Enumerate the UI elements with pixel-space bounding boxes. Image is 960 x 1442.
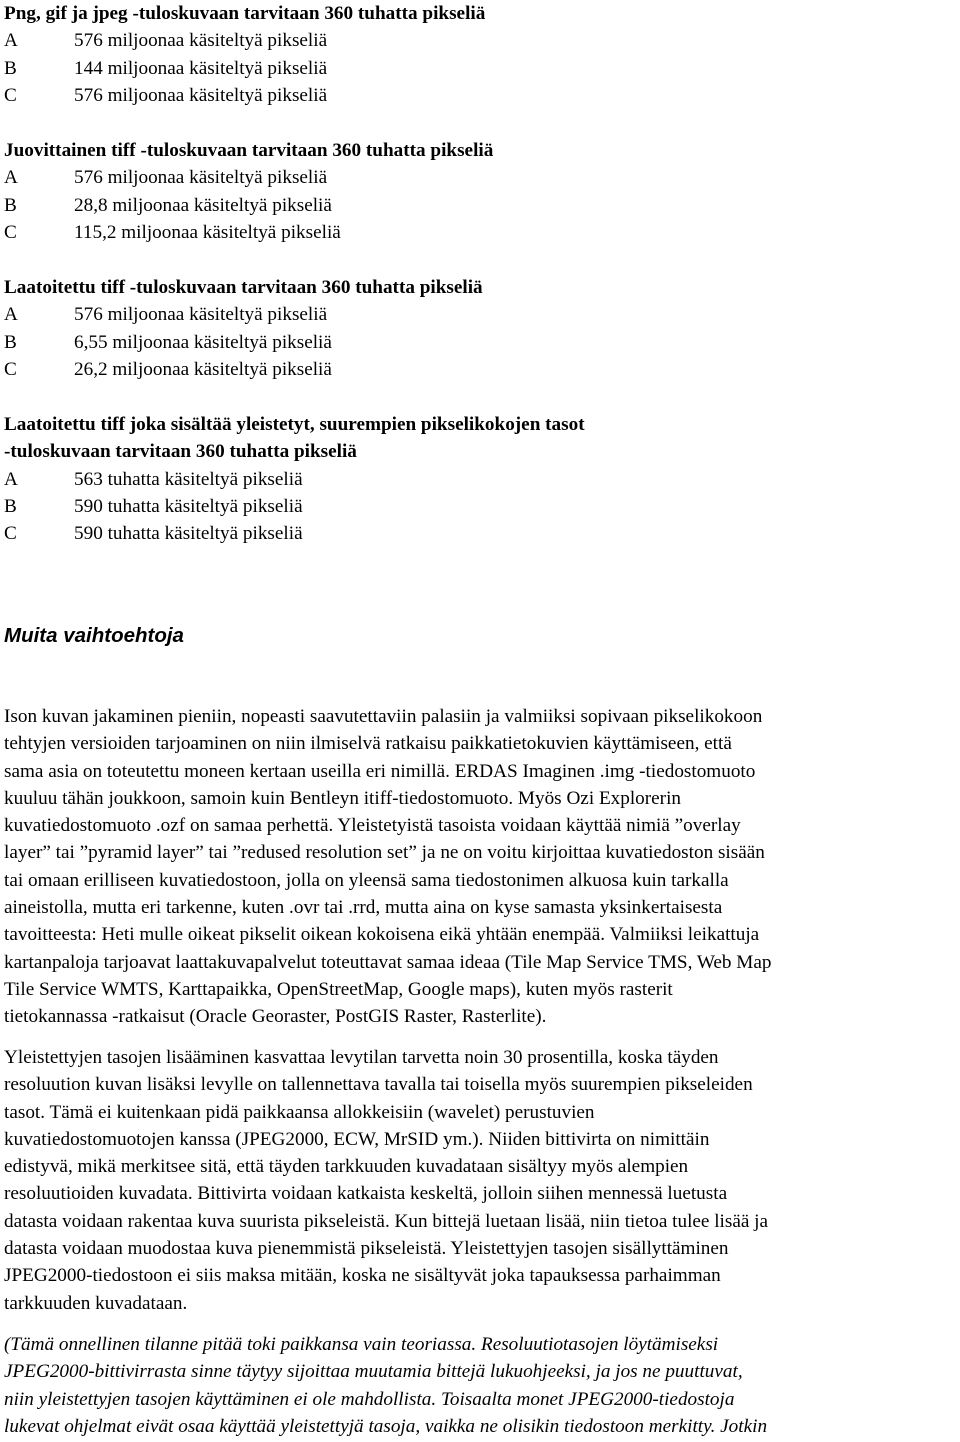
text-line: Yleistettyjen tasojen lisääminen kasvattaa levytilan tarvetta noin 30 prosentilla, koska täyden: [4, 1047, 719, 1068]
row-value: 144 miljoonaa käsiteltyä pikseliä: [74, 57, 328, 79]
paragraph-alternatives: [4, 703, 960, 1031]
result-row-a: [4, 301, 956, 328]
row-letter: A: [4, 30, 18, 52]
section-tiled-tiff-overviews: [4, 411, 956, 548]
row-value: 590 tuhatta käsiteltyä pikseliä: [74, 523, 303, 545]
text-line: tarkkuuden kuvadataan.: [4, 1292, 188, 1314]
result-row-b: [4, 329, 956, 356]
section-title: Laatoitettu tiff joka sisältää yleistetyt, suurempien pikselikokojen tasot: [4, 413, 585, 435]
paragraph-overview-levels: [4, 1044, 960, 1317]
section-title: Png, gif ja jpeg -tuloskuvaan tarvitaan 360 tuhatta pikseliä: [4, 3, 486, 24]
text-line: lukevat ohjelmat eivät osaa käyttää yleistettyjä tasoja, vaikka ne olisikin tiedostoon merkitty. Jotkin: [4, 1415, 768, 1437]
row-letter: C: [4, 222, 17, 244]
result-row-b: [4, 192, 956, 219]
row-value: 576 miljoonaa käsiteltyä pikseliä: [74, 167, 328, 189]
row-value: 576 miljoonaa käsiteltyä pikseliä: [74, 30, 328, 52]
text-line: tietokannassa -ratkaisut (Oracle Georaster, PostGIS Raster, Rasterlite).: [4, 1006, 547, 1028]
row-letter: C: [4, 85, 17, 107]
text-line: tasot. Tämä ei kuitenkaan pidä paikkaansa allokkeisiin (wavelet) perustuvien: [4, 1101, 595, 1123]
text-line: tehtyjen versioiden tarjoaminen on niin ilmiselvä ratkaisu paikkatietokuvien käyttämiseen, että: [4, 733, 732, 755]
row-value: 563 tuhatta käsiteltyä pikseliä: [74, 468, 303, 490]
row-letter: B: [4, 331, 17, 353]
section-heading: Muita vaihtoehtoja: [4, 624, 184, 647]
row-letter: C: [4, 523, 17, 545]
text-line: niin yleistettyjen tasojen käyttäminen ei ole mahdollista. Toisaalta monet JPEG2000-tiedostoja: [4, 1388, 735, 1410]
text-line: datasta voidaan muodostaa kuva pienemmistä pikseleistä. Yleistettyjen tasojen sisällyttäminen: [4, 1238, 729, 1260]
spacer: [4, 383, 956, 410]
comparison-sections: [4, 0, 956, 548]
row-value: 26,2 miljoonaa käsiteltyä pikseliä: [74, 359, 332, 381]
text-line: Ison kuvan jakaminen pieniin, nopeasti saavutettaviin palasiin ja valmiiksi sopivaan pikselikokoon: [4, 706, 763, 727]
spacer: [4, 110, 956, 137]
text-line: kuvatiedostomuoto .ozf on samaa perhettä. Yleistetyistä tasoista voidaan käyttää nimiä ”overlay: [4, 815, 741, 837]
text-line: kartanpaloja tarjoavat laattakuvapalvelut toteuttavat samaa ideaa (Tile Map Service TMS, Web Map: [4, 951, 772, 973]
section-title: Laatoitettu tiff -tuloskuvaan tarvitaan 360 tuhatta pikseliä: [4, 276, 483, 298]
result-row-c: [4, 219, 956, 246]
section-strip-tiff: [4, 137, 956, 247]
text-line: resoluution kuvan lisäksi levylle on tallennettava tavalla tai toisella myös suurempien pikseleiden: [4, 1074, 753, 1096]
row-letter: C: [4, 359, 17, 381]
row-letter: B: [4, 57, 17, 79]
result-row-b: [4, 55, 956, 82]
row-letter: A: [4, 167, 18, 189]
row-value: 6,55 miljoonaa käsiteltyä pikseliä: [74, 331, 332, 353]
text-line: edistyvä, mikä merkitsee sitä, että täyden tarkkuuden kuvadataan sisältyy myös alempien: [4, 1156, 689, 1178]
section-tiled-tiff: [4, 274, 956, 384]
text-line: JPEG2000-bittivirrasta sinne täytyy sijoittaa muutamia bittejä lukuohjeeksi, ja jos ne puuttuvat,: [4, 1361, 743, 1383]
text-line: aineistolla, mutta eri tarkenne, kuten .ovr tai .rrd, mutta aina on kyse samasta yksinkertaisesta: [4, 897, 723, 919]
text-line: kuvatiedostomuotojen kanssa (JPEG2000, ECW, MrSID ym.). Niiden bittivirta on nimittäin: [4, 1128, 710, 1150]
result-row-a: [4, 466, 956, 493]
row-value: 28,8 miljoonaa käsiteltyä pikseliä: [74, 194, 332, 216]
text-line: datasta voidaan rakentaa kuva suurista pikseleistä. Kun bittejä luetaan lisää, niin tietoa tulee lisää ja: [4, 1210, 769, 1232]
row-value: 590 tuhatta käsiteltyä pikseliä: [74, 496, 303, 518]
result-row-c: [4, 356, 956, 383]
text-line: sama asia on toteutettu moneen kertaan useilla eri nimillä. ERDAS Imaginen .img -tiedostomuoto: [4, 760, 756, 782]
result-row-c: [4, 82, 956, 109]
row-letter: B: [4, 194, 17, 216]
paragraph-note: [4, 1331, 960, 1440]
row-letter: A: [4, 468, 18, 490]
text-line: layer” tai ”pyramid layer” tai ”redused resolution set” ja ne on voitu kirjoittaa kuvatiedoston sisään: [4, 842, 765, 864]
text-line: tai omaan erilliseen kuvatiedostoon, jolla on yleensä sama tiedostonimen alkuosa kuin tarkalla: [4, 869, 729, 891]
text-line: tavoitteesta: Heti mulle oikeat pikselit oikean kokoisena eikä yhtään enempää. Valmiiksi leikattuja: [4, 924, 760, 946]
text-line: (Tämä onnellinen tilanne pitää toki paikkansa vain teoriassa. Resoluutiotasojen löytämiseksi: [4, 1334, 719, 1355]
result-row-c: [4, 520, 956, 547]
text-line: resoluutioiden kuvadata. Bittivirta voidaan katkaista keskeltä, jolloin siihen mennessä luetusta: [4, 1183, 728, 1205]
result-row-b: [4, 493, 956, 520]
row-value: 115,2 miljoonaa käsiteltyä pikseliä: [74, 222, 341, 244]
spacer: [4, 247, 956, 274]
text-line: Tile Service WMTS, Karttapaikka, OpenStreetMap, Google maps), kuten myös rasterit: [4, 978, 673, 1000]
section-title-continued: -tuloskuvaan tarvitaan 360 tuhatta pikseliä: [4, 441, 357, 463]
result-row-a: [4, 164, 956, 191]
section-png-gif-jpeg: [4, 0, 956, 110]
row-letter: A: [4, 304, 18, 326]
section-title: Juovittainen tiff -tuloskuvaan tarvitaan 360 tuhatta pikseliä: [4, 139, 494, 161]
text-line: JPEG2000-tiedostoon ei siis maksa mitään, koska ne sisältyvät joka tapauksessa parhaimman: [4, 1265, 721, 1287]
row-value: 576 miljoonaa käsiteltyä pikseliä: [74, 85, 328, 107]
text-line: kuuluu tähän joukkoon, samoin kuin Bentleyn itiff-tiedostomuoto. Myös Ozi Explorerin: [4, 787, 681, 809]
row-value: 576 miljoonaa käsiteltyä pikseliä: [74, 304, 328, 326]
result-row-a: [4, 27, 956, 54]
row-letter: B: [4, 496, 17, 518]
